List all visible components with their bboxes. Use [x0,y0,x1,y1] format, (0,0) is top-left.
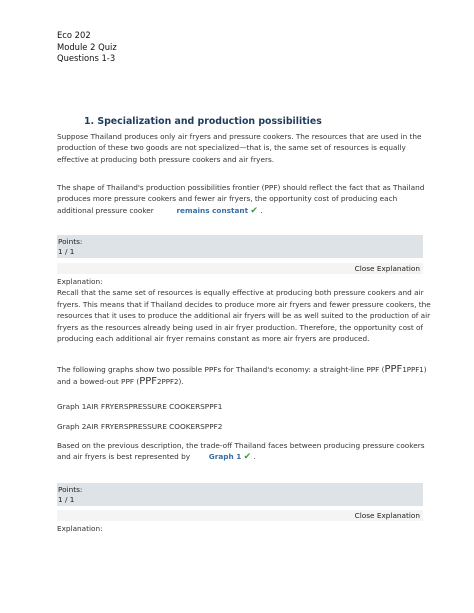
points-value: 1 / 1 [58,247,75,256]
points-label: Points: [58,485,83,494]
graphs-intro-line [57,376,422,388]
explanation-line: resources that it uses to produce the additional air fryers will be as well suited to the production of air [57,311,431,321]
graph-1-text: Graph 1AIR FRYERSPRESSURE COOKERSPPF1 [57,402,223,411]
ppf1-subscript: 1PPF1 [402,366,424,374]
document-header [57,30,117,65]
graphs-intro-text: and a bowed-out PPF ( [57,377,140,387]
graphs-intro-line [57,364,427,376]
answer-suffix: . [260,205,263,215]
graphs-intro-text: The following graphs show two possible PPFs for Thailand's economy: a straight-line PPF ( [57,365,385,374]
intro-line: Suppose Thailand produces only air fryers and pressure cookers. The resources that are used in the [57,132,422,141]
question-line: The shape of Thailand's production possibilities frontier (PPF) should reflect the fact that as Thailand [57,183,425,192]
question-line-last [57,205,422,217]
intro-line: production of these two goods are not specialized—that is, the same set of resources is equally [57,143,406,153]
points-box [57,235,423,258]
answer-dropdown-value[interactable]: remains constant [176,205,249,215]
quiz-title: Module 2 Quiz [57,41,117,52]
graphs-intro [57,364,427,389]
ppf2-subscript: 2PPF2 [157,378,179,387]
graphs-intro-text: ) [423,365,427,374]
graphs-intro-text: ). [178,377,184,387]
answer-dropdown-value[interactable]: Graph 1 [208,452,242,462]
question-text: additional pressure cooker [57,205,154,215]
explanation-label: Explanation: [57,277,103,286]
graph-2-caption [57,421,422,432]
points-label: Points: [58,237,83,246]
question-line: Based on the previous description, the trade-off Thailand faces between producing pressure cookers [57,441,425,450]
explanation-line: producing each additional air fryer remains constant as more air fryers are produced. [57,334,370,344]
correct-check-icon: ✔ [243,452,252,463]
close-explanation-link[interactable]: Close Explanation [354,264,420,273]
explanation-line: Recall that the same set of resources is equally effective at producing both pressure cookers and air [57,288,424,298]
intro-paragraph [57,131,422,165]
question-line: produces more pressure cookers and fewer air fryers, the opportunity cost of producing each [57,194,398,204]
points-box [57,483,423,506]
explanation-label: Explanation: [57,524,103,533]
close-explanation-bar [57,510,423,521]
question-line-last [57,451,422,463]
explanation-line: fryers as the resources already being used in air fryer production. Therefore, the opportunity cost of [57,322,424,332]
points-value: 1 / 1 [58,495,75,504]
questions-range: Questions 1-3 [57,53,116,63]
section-heading: 1. Specialization and production possibilities [84,116,322,127]
explanation-block [57,276,431,344]
intro-line: effective at producing both pressure cookers and air fryers. [57,154,275,164]
graph-2-text: Graph 2AIR FRYERSPRESSURE COOKERSPPF2 [57,422,223,431]
explanation-block-2 [57,523,422,534]
graph-1-caption [57,401,422,412]
question-2 [57,440,425,464]
answer-suffix: . [253,452,256,462]
correct-check-icon: ✔ [250,205,258,216]
explanation-line: fryers. This means that if Thailand decides to produce more air fryers and fewer pressure cookers, the [57,299,431,309]
question-text: and air fryers is best represented by [57,452,191,462]
ppf1-label: PPF [384,364,403,375]
close-explanation-bar [57,263,423,274]
course-code: Eco 202 [57,30,91,40]
question-1 [57,182,425,217]
ppf2-label: PPF [139,376,158,388]
close-explanation-link[interactable]: Close Explanation [354,511,420,520]
